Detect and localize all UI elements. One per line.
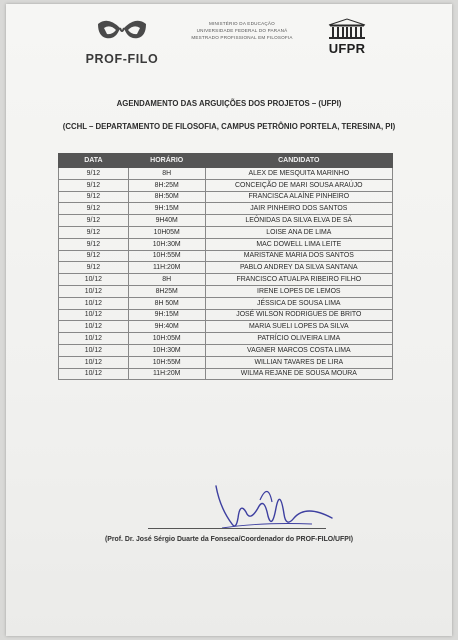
cell-candidate: JOSÉ WILSON RODRIGUES DE BRITO	[205, 309, 392, 321]
cell-date: 9/12	[59, 238, 129, 250]
table-row	[59, 344, 393, 356]
owl-eyes-icon	[94, 18, 150, 48]
header-candidate: CANDIDATO	[205, 154, 392, 168]
ufpr-logo	[318, 18, 376, 60]
cell-candidate: MAC DOWELL LIMA LEITE	[205, 238, 392, 250]
cell-time: 10H:55M	[128, 356, 205, 368]
cell-candidate: WILLIAN TAVARES DE LIRA	[205, 356, 392, 368]
cell-candidate: LOISE ANA DE LIMA	[205, 226, 392, 238]
table-row	[59, 226, 393, 238]
cell-time: 10H05M	[128, 226, 205, 238]
cell-time: 9H:40M	[128, 321, 205, 333]
cell-candidate: LEÔNIDAS DA SILVA ELVA DE SÁ	[205, 215, 392, 227]
prof-filo-logo	[82, 18, 162, 78]
cell-date: 10/12	[59, 321, 129, 333]
cell-date: 9/12	[59, 168, 129, 180]
cell-date: 9/12	[59, 179, 129, 191]
cell-candidate: ALEX DE MESQUITA MARINHO	[205, 168, 392, 180]
cell-candidate: JAIR PINHEIRO DOS SANTOS	[205, 203, 392, 215]
cell-time: 8H:50M	[128, 191, 205, 203]
ministry-line: MINISTÉRIO DA EDUCAÇÃO	[209, 21, 275, 26]
prof-filo-wordmark: PROF-FILO	[85, 52, 159, 66]
cell-candidate: VAGNER MARCOS COSTA LIMA	[205, 344, 392, 356]
cell-time: 8H 50M	[128, 297, 205, 309]
table-row	[59, 297, 393, 309]
cell-time: 10H:55M	[128, 250, 205, 262]
cell-time: 9H40M	[128, 215, 205, 227]
table-header-row	[59, 154, 393, 168]
document-subtitle: (CCHL – DEPARTAMENTO DE FILOSOFIA, CAMPUS PETRÔNIO PORTELA, TERESINA, PI)	[62, 122, 396, 131]
cell-candidate: PATRÍCIO OLIVEIRA LIMA	[205, 333, 392, 345]
cell-time: 8H	[128, 168, 205, 180]
table-row	[59, 274, 393, 286]
cell-date: 9/12	[59, 191, 129, 203]
cell-candidate: CONCEIÇÃO DE MARI SOUSA ARAÚJO	[205, 179, 392, 191]
table-row	[59, 191, 393, 203]
university-line: UNIVERSIDADE FEDERAL DO PARANÁ	[196, 28, 288, 33]
cell-candidate: JÉSSICA DE SOUSA LIMA	[205, 297, 392, 309]
cell-time: 10H:05M	[128, 333, 205, 345]
table-row	[59, 250, 393, 262]
table-row	[59, 309, 393, 321]
table-row	[59, 333, 393, 345]
table-row	[59, 368, 393, 380]
table-row	[59, 203, 393, 215]
table-row	[59, 285, 393, 297]
cell-candidate: MARIA SUELI LOPES DA SILVA	[205, 321, 392, 333]
cell-date: 10/12	[59, 333, 129, 345]
table-row	[59, 356, 393, 368]
cell-time: 11H:20M	[128, 368, 205, 380]
cell-date: 10/12	[59, 309, 129, 321]
table-row	[59, 215, 393, 227]
cell-date: 10/12	[59, 368, 129, 380]
cell-time: 9H:15M	[128, 309, 205, 321]
cell-time: 8H:25M	[128, 179, 205, 191]
cell-time: 10H:30M	[128, 238, 205, 250]
table-row	[59, 321, 393, 333]
cell-candidate: FRANCISCO ATUALPA RIBEIRO FILHO	[205, 274, 392, 286]
coordinator-signature-caption: (Prof. Dr. José Sérgio Duarte da Fonseca/Coordenador do PROF-FILO/UFPI)	[104, 536, 354, 543]
university-building-icon	[327, 18, 367, 40]
document-title: AGENDAMENTO DAS ARGUIÇÕES DOS PROJETOS – (UFPI)	[116, 99, 342, 108]
cell-candidate: IRENE LOPES DE LEMOS	[205, 285, 392, 297]
table-row	[59, 238, 393, 250]
header-time: HORÁRIO	[128, 154, 205, 168]
handwritten-signature	[202, 478, 342, 543]
cell-candidate: PABLO ANDREY DA SILVA SANTANA	[205, 262, 392, 274]
cell-candidate: WILMA REJANE DE SOUSA MOURA	[205, 368, 392, 380]
cell-time: 8H25M	[128, 285, 205, 297]
header-date: DATA	[59, 154, 129, 168]
cell-date: 10/12	[59, 297, 129, 309]
document-page	[6, 4, 452, 636]
cell-date: 9/12	[59, 262, 129, 274]
cell-date: 9/12	[59, 215, 129, 227]
cell-date: 9/12	[59, 226, 129, 238]
cell-date: 10/12	[59, 285, 129, 297]
cell-date: 10/12	[59, 344, 129, 356]
cell-date: 9/12	[59, 203, 129, 215]
cell-date: 10/12	[59, 356, 129, 368]
cell-date: 9/12	[59, 250, 129, 262]
cell-time: 10H:30M	[128, 344, 205, 356]
cell-date: 10/12	[59, 274, 129, 286]
program-line: MESTRADO PROFISSIONAL EM FILOSOFIA	[191, 35, 293, 40]
cell-time: 8H	[128, 274, 205, 286]
table-row	[59, 168, 393, 180]
cell-candidate: FRANCISCA ALAÍNE PINHEIRO	[205, 191, 392, 203]
table-row	[59, 262, 393, 274]
ufpr-wordmark: UFPR	[328, 41, 366, 56]
ministry-header	[178, 20, 306, 41]
schedule-table	[58, 153, 393, 380]
signature-line	[148, 528, 326, 529]
cell-candidate: MARISTANE MARIA DOS SANTOS	[205, 250, 392, 262]
cell-time: 9H:15M	[128, 203, 205, 215]
cell-time: 11H:20M	[128, 262, 205, 274]
table-row	[59, 179, 393, 191]
